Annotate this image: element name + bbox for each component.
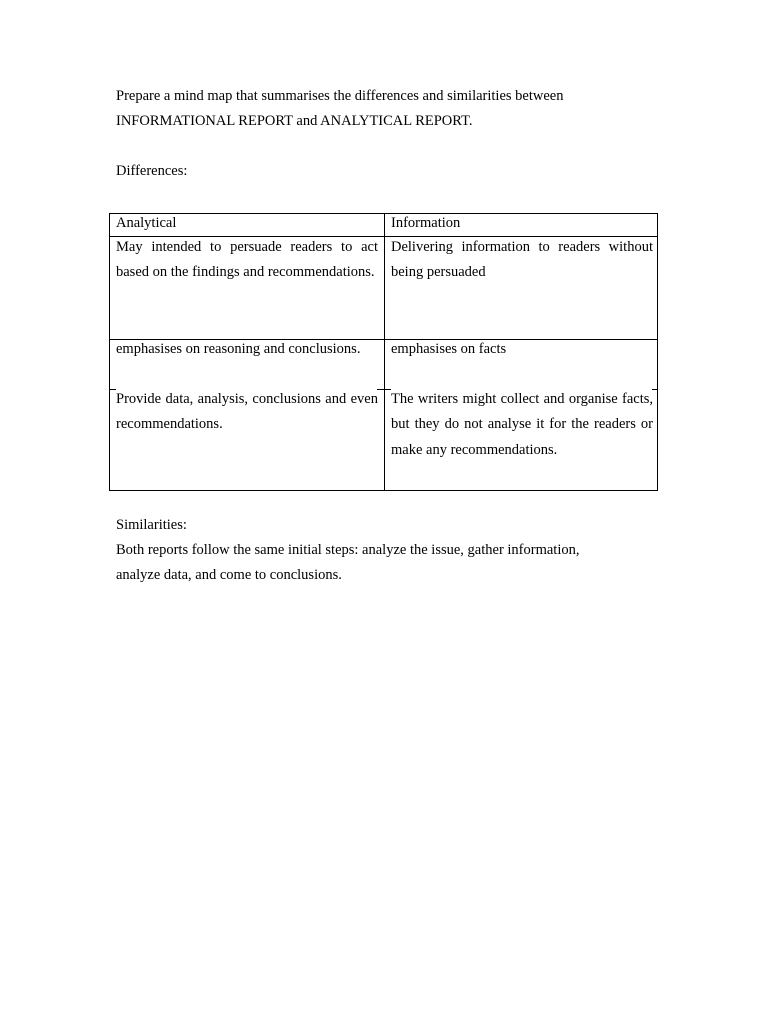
intro-line-1: Prepare a mind map that summarises the differences and similarities between — [116, 88, 564, 104]
differences-table — [109, 213, 658, 491]
similarities-line-1: Both reports follow the same initial steps: analyze the issue, gather information, — [116, 542, 580, 558]
table-column-divider — [384, 214, 385, 490]
similarities-heading: Similarities: — [116, 517, 187, 533]
table-cell-information-1: Delivering information to readers without being persuaded — [391, 239, 653, 281]
column-header-analytical: Analytical — [116, 215, 177, 231]
differences-heading: Differences: — [116, 163, 188, 179]
table-cell-analytical-2: emphasises on reasoning and conclusions. — [116, 341, 361, 357]
column-header-information: Information — [391, 215, 461, 231]
table-tick-middle — [377, 389, 391, 390]
intro-line-2: INFORMATIONAL REPORT and ANALYTICAL REPORT. — [116, 113, 473, 129]
table-cell-information-2: emphasises on facts — [391, 341, 507, 357]
table-cell-analytical-1: May intended to persuade readers to act based on the findings and recommendations. — [116, 239, 378, 281]
similarities-line-2: analyze data, and come to conclusions. — [116, 567, 342, 583]
table-cell-information-3: The writers might collect and organise facts, but they do not analyse it for the readers or make any recommendations. — [391, 391, 653, 458]
table-cell-analytical-3: Provide data, analysis, conclusions and even recommendations. — [116, 391, 378, 433]
